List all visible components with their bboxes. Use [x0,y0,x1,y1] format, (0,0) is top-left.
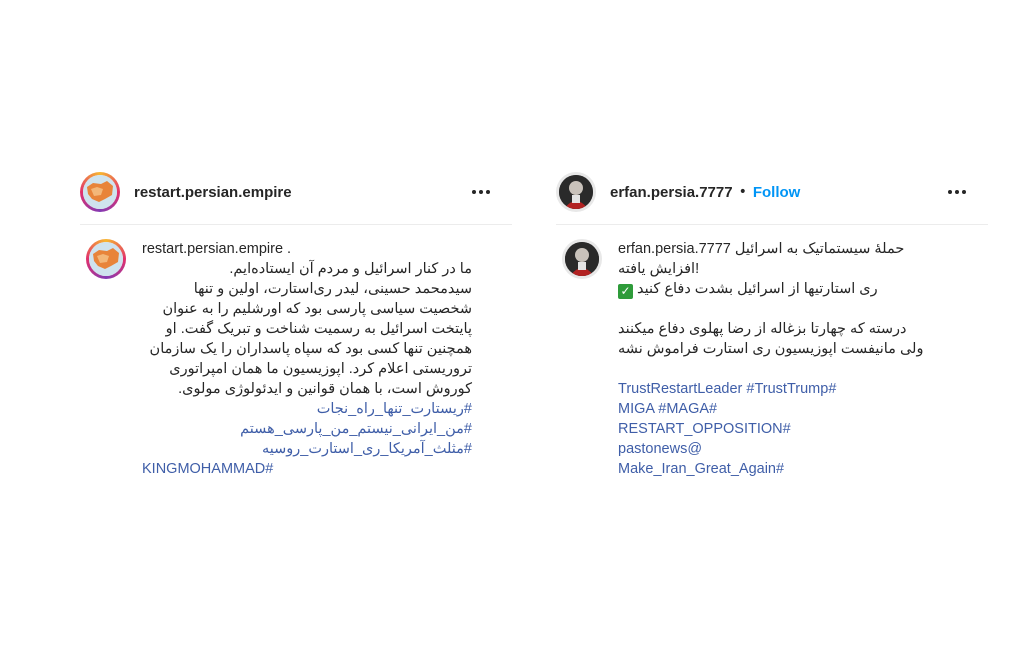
profile-photo-icon [565,242,599,276]
caption-line: همچنین تنها کسی بود که سپاه پاسداران را یک سازمان [149,341,472,357]
caption-text [142,239,472,479]
username[interactable]: erfan.persia.7777 [610,183,733,201]
caption-username[interactable]: restart.persian.empire . [142,241,292,257]
avatar[interactable] [556,172,596,212]
post-header [80,168,512,225]
caption [80,239,512,479]
hashtag-link[interactable]: KINGMOHAMMAD# [142,461,274,477]
caption-line: سیدمحمد حسینی، لیدر ری‌استارت، اولین و تنها [193,281,472,297]
caption-avatar[interactable] [562,239,602,279]
caption-text [618,239,948,479]
avatar[interactable] [80,172,120,212]
caption-line: ما در کنار اسرائیل و مردم آن ایستاده‌ایم. [229,261,472,277]
hashtag-link[interactable]: Make_Iran_Great_Again# [618,461,785,477]
caption-line: ری استارتیها از اسرائیل بشدت دفاع کنید [637,281,878,297]
caption-line: شخصیت سیاسی پارسی بود که اورشلیم را به عنوان [162,301,472,317]
hashtag-link[interactable]: MIGA #MAGA# [618,401,718,417]
map-avatar-icon [83,175,117,209]
separator-dot: • [738,184,747,200]
caption-line: درسته که چهارتا بزغاله از رضا پهلوی دفاع میکنند [618,321,907,337]
username[interactable]: restart.persian.empire [134,183,292,201]
hashtag-link[interactable]: TrustRestartLeader #TrustTrump# [618,381,837,397]
more-options-icon[interactable] [468,186,494,198]
caption-line: پایتخت اسرائیل به رسمیت شناخت و تبریک گفت. او [165,321,472,337]
hashtag-link[interactable]: #مثلث_آمریکا_ری_استارت_روسیه [261,441,472,457]
hashtag-link[interactable]: #ریستارت_تنها_راه_نجات [316,401,472,417]
caption-line: تروریستی اعلام کرد. اپوزیسیون ما همان امپراتوری [169,361,472,377]
caption-line: افزایش یافته! [618,261,700,277]
caption [556,239,988,479]
post-header [556,168,988,225]
hashtag-link[interactable]: #من_ایرانی_نیستم_من_پارسی_هستم [240,421,472,437]
hashtag-link[interactable]: RESTART_OPPOSITION# [618,421,791,437]
check-mark-icon: ✓ [618,284,633,299]
caption-line: ولی مانیفست اپوزیسیون ری استارت فراموش نشه [618,341,924,357]
caption-line: erfan.persia.7777 حملهٔ سیستماتیک به اسرائیل [618,241,905,257]
post-left [80,168,512,479]
post-right [556,168,988,479]
caption-line-with-check [618,279,948,299]
profile-photo-icon [559,175,593,209]
mention-link[interactable]: pastonews@ [618,441,703,457]
caption-line: کوروش است، با همان قوانین و ایدئولوژی مولوی. [178,381,472,397]
follow-button[interactable]: Follow [752,183,801,201]
caption-avatar[interactable] [86,239,126,279]
map-avatar-icon [89,242,123,276]
more-options-icon[interactable] [944,186,970,198]
